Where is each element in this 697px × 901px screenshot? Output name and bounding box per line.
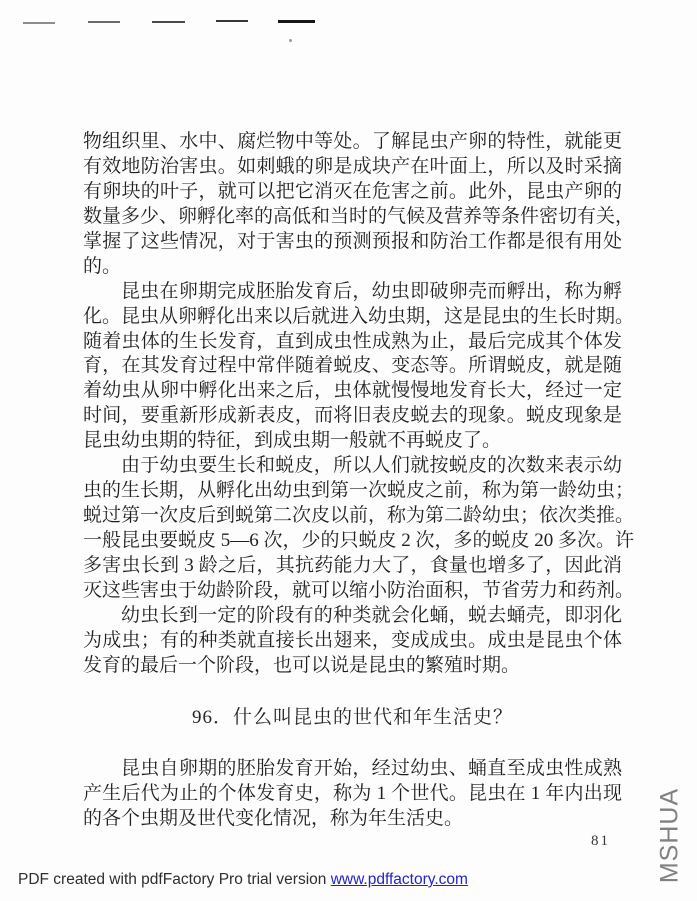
text-line: 虫的生长期，从孵化出幼虫到第一次蜕皮之前，称为第一龄幼虫； — [83, 480, 635, 502]
text-line: 产生后代为止的个体发育史，称为 1 个世代。昆虫在 1 年内出现 — [83, 782, 622, 804]
text-line: 数量多少、卵孵化率的高低和当时的气候及营养等条件密切有关， — [83, 205, 635, 227]
text-line: 掌握了这些情况，对于害虫的预测预报和防治工作都是很有用处 — [83, 230, 622, 252]
scan-mark-dash — [216, 20, 248, 22]
text-line: 昆虫幼虫期的特征，到成虫期一般就不再蜕皮了。 — [83, 430, 502, 452]
text-line: 物组织里、水中、腐烂物中等处。了解昆虫产卵的特性，就能更 — [83, 131, 622, 152]
text-line: 育，在其发育过程中常伴随着蜕皮、变态等。所谓蜕皮，就是随 — [83, 355, 622, 377]
scan-mark-dash — [278, 20, 315, 23]
text-line: 时间，要重新形成新表皮，而将旧表皮蜕去的现象。蜕皮现象是 — [83, 405, 622, 427]
section-heading: 96．什么叫昆虫的世代和年生活史？ — [191, 706, 513, 728]
text-line: 蜕过第一次皮后到蜕第二次皮以前，称为第二龄幼虫；依次类推。 — [83, 505, 635, 527]
text-line: 的。 — [83, 255, 122, 277]
text-line: 化。昆虫从卵孵化出来以后就进入幼虫期，这是昆虫的生长时期。 — [83, 305, 635, 327]
text-line: 发育的最后一个阶段，也可以说是昆虫的繁殖时期。 — [83, 654, 521, 676]
page-number: 81 — [591, 833, 610, 849]
text-line: 随着虫体的生长发育，直到成虫性成熟为止，最后完成其个体发 — [83, 330, 622, 352]
watermark: MSHUA — [655, 787, 684, 884]
pdf-footer — [18, 870, 468, 890]
footer-text: PDF created with pdfFactory Pro trial version — [18, 871, 331, 888]
text-line: 幼虫长到一定的阶段有的种类就会化蛹，蜕去蛹壳，即羽化 — [121, 604, 622, 626]
text-line: 的各个虫期及世代变化情况，称为年生活史。 — [83, 807, 464, 829]
scan-mark-dash — [152, 21, 185, 23]
scan-speck — [289, 39, 292, 42]
text-line: 一般昆虫要蜕皮 5—6 次，少的只蜕皮 2 次，多的蜕皮 20 多次。许 — [83, 530, 635, 551]
text-line: 有效地防治害虫。如刺蛾的卵是成块产在叶面上，所以及时采摘 — [83, 155, 622, 177]
scan-mark-dash — [23, 22, 55, 24]
footer-link[interactable]: www.pdffactory.com — [330, 871, 468, 888]
text-line: 灭这些害虫于幼龄阶段，就可以缩小防治面积，节省劳力和药剂。 — [83, 579, 635, 601]
text-line: 昆虫在卵期完成胚胎发育后，幼虫即破卵壳而孵出，称为孵 — [121, 280, 622, 302]
scan-mark-dash — [88, 21, 120, 23]
text-line: 由于幼虫要生长和蜕皮，所以人们就按蜕皮的次数来表示幼 — [121, 455, 622, 477]
text-line: 着幼虫从卵中孵化出来之后，虫体就慢慢地发育长大，经过一定 — [83, 380, 622, 402]
text-line: 为成虫；有的种类就直接长出翅来，变成成虫。成虫是昆虫个体 — [83, 629, 622, 651]
text-line: 多害虫长到 3 龄之后，其抗药能力大了，食量也增多了，因此消 — [83, 554, 622, 576]
body-text — [83, 130, 635, 831]
text-line: 昆虫自卵期的胚胎发育开始，经过幼虫、蛹直至成虫性成熟 — [121, 757, 622, 779]
text-line: 有卵块的叶子，就可以把它消灭在危害之前。此外，昆虫产卵的 — [83, 180, 622, 202]
